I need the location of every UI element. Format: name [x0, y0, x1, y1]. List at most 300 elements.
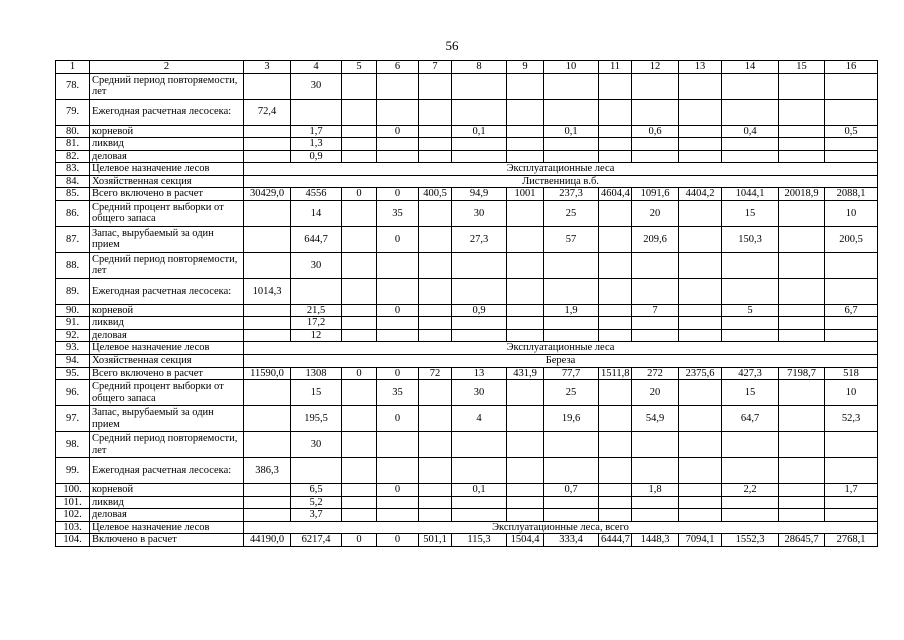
value-cell: 25	[544, 380, 599, 406]
value-cell	[452, 252, 507, 278]
value-cell	[452, 317, 507, 330]
value-cell: 644,7	[291, 226, 342, 252]
value-cell: 0	[377, 125, 419, 138]
section-span-cell: Береза	[244, 355, 878, 368]
value-cell: 27,3	[452, 226, 507, 252]
value-cell: 0	[377, 484, 419, 497]
value-cell	[599, 329, 632, 342]
row-number: 81.	[56, 138, 90, 151]
value-cell: 0,1	[544, 125, 599, 138]
row-number: 86.	[56, 200, 90, 226]
value-cell	[599, 380, 632, 406]
value-cell: 7094,1	[679, 534, 722, 547]
value-cell	[825, 496, 878, 509]
value-cell: 333,4	[544, 534, 599, 547]
column-number-header: 15	[779, 61, 825, 74]
value-cell: 1504,4	[507, 534, 544, 547]
value-cell	[679, 150, 722, 163]
value-cell: 0	[342, 188, 377, 201]
value-cell	[419, 329, 452, 342]
table-row	[56, 509, 878, 522]
value-cell: 0	[342, 367, 377, 380]
value-cell: 1511,8	[599, 367, 632, 380]
row-label: ликвид	[90, 138, 244, 151]
value-cell	[452, 432, 507, 458]
value-cell: 209,6	[632, 226, 679, 252]
table-row	[56, 317, 878, 330]
value-cell	[722, 278, 779, 304]
value-cell	[825, 317, 878, 330]
value-cell: 77,7	[544, 367, 599, 380]
row-label: корневой	[90, 484, 244, 497]
value-cell	[632, 317, 679, 330]
value-cell: 1001	[507, 188, 544, 201]
table-row	[56, 278, 878, 304]
value-cell	[342, 496, 377, 509]
value-cell	[244, 304, 291, 317]
value-cell	[452, 73, 507, 99]
value-cell: 1,7	[291, 125, 342, 138]
section-span-cell: Эксплуатационные леса, всего	[244, 521, 878, 534]
value-cell	[779, 458, 825, 484]
value-cell	[779, 73, 825, 99]
value-cell	[244, 200, 291, 226]
value-cell	[419, 304, 452, 317]
value-cell: 501,1	[419, 534, 452, 547]
row-label: ликвид	[90, 317, 244, 330]
value-cell	[452, 138, 507, 151]
value-cell	[722, 509, 779, 522]
value-cell	[544, 317, 599, 330]
row-label: Ежегодная расчетная лесосека:	[90, 278, 244, 304]
row-number: 96.	[56, 380, 90, 406]
row-number: 98.	[56, 432, 90, 458]
row-number: 79.	[56, 99, 90, 125]
row-number: 90.	[56, 304, 90, 317]
value-cell	[825, 509, 878, 522]
value-cell	[722, 496, 779, 509]
row-label: Хозяйственная секция	[90, 175, 244, 188]
value-cell: 0	[377, 367, 419, 380]
row-label: Средний период повторяемости, лет	[90, 73, 244, 99]
value-cell: 12	[291, 329, 342, 342]
value-cell	[507, 125, 544, 138]
row-label: Средний процент выборки от общего запаса	[90, 200, 244, 226]
value-cell	[452, 509, 507, 522]
value-cell: 200,5	[825, 226, 878, 252]
value-cell	[779, 125, 825, 138]
value-cell	[342, 200, 377, 226]
value-cell	[244, 226, 291, 252]
value-cell: 19,6	[544, 406, 599, 432]
row-number: 88.	[56, 252, 90, 278]
value-cell	[377, 252, 419, 278]
value-cell: 400,5	[419, 188, 452, 201]
value-cell	[342, 138, 377, 151]
row-label: Ежегодная расчетная лесосека:	[90, 99, 244, 125]
value-cell	[679, 200, 722, 226]
value-cell	[779, 252, 825, 278]
value-cell	[452, 458, 507, 484]
value-cell	[507, 278, 544, 304]
value-cell	[779, 200, 825, 226]
row-label: деловая	[90, 150, 244, 163]
value-cell	[419, 138, 452, 151]
value-cell	[679, 509, 722, 522]
value-cell	[377, 496, 419, 509]
table-row	[56, 226, 878, 252]
value-cell	[244, 380, 291, 406]
value-cell	[342, 432, 377, 458]
value-cell	[291, 458, 342, 484]
value-cell: 1044,1	[722, 188, 779, 201]
value-cell: 20	[632, 380, 679, 406]
value-cell	[377, 138, 419, 151]
value-cell	[419, 317, 452, 330]
value-cell	[779, 99, 825, 125]
value-cell	[825, 252, 878, 278]
value-cell	[779, 317, 825, 330]
value-cell: 5,2	[291, 496, 342, 509]
value-cell: 44190,0	[244, 534, 291, 547]
column-number-header: 7	[419, 61, 452, 74]
row-label: Средний период повторяемости, лет	[90, 252, 244, 278]
column-number-header: 8	[452, 61, 507, 74]
value-cell	[342, 380, 377, 406]
value-cell	[419, 73, 452, 99]
value-cell	[825, 73, 878, 99]
value-cell	[342, 226, 377, 252]
value-cell: 2375,6	[679, 367, 722, 380]
value-cell	[679, 304, 722, 317]
table-row	[56, 252, 878, 278]
row-label: Целевое назначение лесов	[90, 163, 244, 176]
value-cell	[452, 99, 507, 125]
value-cell	[632, 458, 679, 484]
value-cell	[244, 317, 291, 330]
value-cell	[679, 226, 722, 252]
value-cell	[507, 317, 544, 330]
value-cell: 30429,0	[244, 188, 291, 201]
table-row	[56, 163, 878, 176]
table-row	[56, 200, 878, 226]
value-cell	[632, 496, 679, 509]
table-row	[56, 150, 878, 163]
row-number: 82.	[56, 150, 90, 163]
table-row	[56, 534, 878, 547]
value-cell	[244, 329, 291, 342]
value-cell	[342, 99, 377, 125]
value-cell: 2,2	[722, 484, 779, 497]
value-cell: 3,7	[291, 509, 342, 522]
table-row	[56, 367, 878, 380]
value-cell: 54,9	[632, 406, 679, 432]
row-label: Средний процент выборки от общего запаса	[90, 380, 244, 406]
value-cell: 10	[825, 200, 878, 226]
value-cell	[377, 329, 419, 342]
value-cell	[544, 432, 599, 458]
value-cell	[507, 138, 544, 151]
value-cell	[544, 496, 599, 509]
row-label: Включено в расчет	[90, 534, 244, 547]
value-cell: 64,7	[722, 406, 779, 432]
table-row	[56, 380, 878, 406]
value-cell	[632, 432, 679, 458]
row-number: 93.	[56, 342, 90, 355]
value-cell	[779, 226, 825, 252]
value-cell	[244, 484, 291, 497]
table-row	[56, 484, 878, 497]
value-cell	[342, 509, 377, 522]
value-cell: 518	[825, 367, 878, 380]
value-cell	[377, 278, 419, 304]
value-cell	[342, 317, 377, 330]
value-cell	[507, 200, 544, 226]
value-cell: 7198,7	[779, 367, 825, 380]
value-cell	[679, 73, 722, 99]
value-cell	[507, 73, 544, 99]
value-cell	[599, 99, 632, 125]
value-cell	[599, 125, 632, 138]
row-number: 100.	[56, 484, 90, 497]
row-number: 78.	[56, 73, 90, 99]
value-cell	[679, 138, 722, 151]
value-cell	[599, 509, 632, 522]
value-cell	[679, 252, 722, 278]
value-cell: 6444,7	[599, 534, 632, 547]
value-cell	[679, 406, 722, 432]
value-cell: 386,3	[244, 458, 291, 484]
value-cell: 30	[291, 252, 342, 278]
value-cell	[679, 496, 722, 509]
value-cell: 1091,6	[632, 188, 679, 201]
value-cell	[679, 125, 722, 138]
column-number-header: 9	[507, 61, 544, 74]
value-cell	[825, 99, 878, 125]
value-cell	[599, 200, 632, 226]
forest-calculation-table	[55, 60, 878, 547]
table-row	[56, 138, 878, 151]
value-cell: 20	[632, 200, 679, 226]
value-cell	[779, 380, 825, 406]
value-cell: 13	[452, 367, 507, 380]
table-row	[56, 496, 878, 509]
value-cell: 1308	[291, 367, 342, 380]
value-cell	[419, 380, 452, 406]
value-cell	[342, 278, 377, 304]
table-row	[56, 342, 878, 355]
value-cell	[599, 496, 632, 509]
value-cell: 15	[722, 380, 779, 406]
value-cell: 15	[291, 380, 342, 406]
column-number-header: 2	[90, 61, 244, 74]
value-cell	[507, 99, 544, 125]
value-cell	[825, 150, 878, 163]
row-label: Хозяйственная секция	[90, 355, 244, 368]
section-span-cell: Лиственница в.б.	[244, 175, 878, 188]
value-cell: 1,9	[544, 304, 599, 317]
value-cell	[722, 329, 779, 342]
value-cell	[779, 432, 825, 458]
value-cell	[599, 73, 632, 99]
value-cell	[599, 304, 632, 317]
value-cell	[342, 304, 377, 317]
value-cell	[507, 380, 544, 406]
value-cell	[679, 278, 722, 304]
row-number: 83.	[56, 163, 90, 176]
value-cell	[632, 138, 679, 151]
value-cell	[632, 150, 679, 163]
value-cell	[419, 432, 452, 458]
value-cell: 6,5	[291, 484, 342, 497]
value-cell	[544, 138, 599, 151]
row-number: 84.	[56, 175, 90, 188]
value-cell	[722, 73, 779, 99]
value-cell: 72	[419, 367, 452, 380]
value-cell	[419, 99, 452, 125]
value-cell: 195,5	[291, 406, 342, 432]
value-cell: 4	[452, 406, 507, 432]
value-cell: 30	[452, 200, 507, 226]
value-cell	[825, 458, 878, 484]
value-cell	[825, 278, 878, 304]
value-cell	[544, 73, 599, 99]
value-cell	[419, 125, 452, 138]
value-cell: 30	[291, 73, 342, 99]
value-cell: 1448,3	[632, 534, 679, 547]
value-cell	[507, 496, 544, 509]
table-row	[56, 458, 878, 484]
value-cell	[722, 99, 779, 125]
value-cell: 237,3	[544, 188, 599, 201]
table-row	[56, 125, 878, 138]
value-cell	[244, 509, 291, 522]
value-cell	[342, 252, 377, 278]
value-cell	[419, 150, 452, 163]
value-cell: 0	[377, 226, 419, 252]
value-cell	[632, 278, 679, 304]
table-row	[56, 304, 878, 317]
value-cell	[507, 304, 544, 317]
value-cell	[544, 458, 599, 484]
value-cell	[544, 509, 599, 522]
value-cell	[679, 380, 722, 406]
value-cell	[632, 509, 679, 522]
value-cell: 0	[377, 406, 419, 432]
value-cell	[507, 406, 544, 432]
value-cell	[452, 329, 507, 342]
value-cell: 0	[377, 534, 419, 547]
value-cell: 35	[377, 380, 419, 406]
column-number-header: 12	[632, 61, 679, 74]
value-cell	[377, 458, 419, 484]
value-cell	[342, 329, 377, 342]
value-cell	[599, 252, 632, 278]
value-cell: 4604,4	[599, 188, 632, 201]
value-cell: 0,1	[452, 125, 507, 138]
value-cell	[599, 150, 632, 163]
value-cell: 0	[342, 534, 377, 547]
value-cell: 0,7	[544, 484, 599, 497]
value-cell	[632, 73, 679, 99]
value-cell	[599, 458, 632, 484]
value-cell	[679, 99, 722, 125]
value-cell	[342, 150, 377, 163]
value-cell	[779, 484, 825, 497]
value-cell	[779, 138, 825, 151]
section-span-cell: Эксплуатационные леса	[244, 342, 878, 355]
value-cell	[507, 226, 544, 252]
value-cell	[452, 278, 507, 304]
value-cell	[599, 406, 632, 432]
value-cell: 115,3	[452, 534, 507, 547]
value-cell: 150,3	[722, 226, 779, 252]
row-number: 87.	[56, 226, 90, 252]
value-cell	[419, 406, 452, 432]
value-cell	[825, 432, 878, 458]
value-cell: 1552,3	[722, 534, 779, 547]
value-cell: 30	[452, 380, 507, 406]
section-span-cell: Эксплуатационные леса	[244, 163, 878, 176]
value-cell	[599, 278, 632, 304]
value-cell	[419, 252, 452, 278]
value-cell	[722, 432, 779, 458]
value-cell	[377, 509, 419, 522]
value-cell	[779, 329, 825, 342]
value-cell: 11590,0	[244, 367, 291, 380]
value-cell	[825, 138, 878, 151]
value-cell: 0,6	[632, 125, 679, 138]
row-label: Целевое назначение лесов	[90, 521, 244, 534]
row-label: корневой	[90, 125, 244, 138]
column-number-header: 11	[599, 61, 632, 74]
value-cell	[507, 150, 544, 163]
value-cell	[342, 73, 377, 99]
value-cell: 2088,1	[825, 188, 878, 201]
value-cell: 35	[377, 200, 419, 226]
value-cell: 6,7	[825, 304, 878, 317]
row-label: Ежегодная расчетная лесосека:	[90, 458, 244, 484]
row-number: 89.	[56, 278, 90, 304]
column-number-header: 16	[825, 61, 878, 74]
row-number: 80.	[56, 125, 90, 138]
value-cell: 57	[544, 226, 599, 252]
value-cell	[342, 406, 377, 432]
row-number: 99.	[56, 458, 90, 484]
value-cell	[507, 252, 544, 278]
value-cell	[377, 99, 419, 125]
value-cell	[779, 509, 825, 522]
value-cell: 4404,2	[679, 188, 722, 201]
value-cell	[507, 458, 544, 484]
value-cell	[544, 329, 599, 342]
value-cell: 0,9	[291, 150, 342, 163]
value-cell: 14	[291, 200, 342, 226]
value-cell	[599, 226, 632, 252]
value-cell: 5	[722, 304, 779, 317]
value-cell	[679, 329, 722, 342]
row-label: Всего включено в расчет	[90, 188, 244, 201]
column-number-header: 1	[56, 61, 90, 74]
value-cell: 427,3	[722, 367, 779, 380]
row-number: 104.	[56, 534, 90, 547]
column-number-header: 13	[679, 61, 722, 74]
value-cell	[679, 458, 722, 484]
value-cell	[779, 278, 825, 304]
column-number-header: 14	[722, 61, 779, 74]
table-row	[56, 175, 878, 188]
value-cell	[599, 484, 632, 497]
